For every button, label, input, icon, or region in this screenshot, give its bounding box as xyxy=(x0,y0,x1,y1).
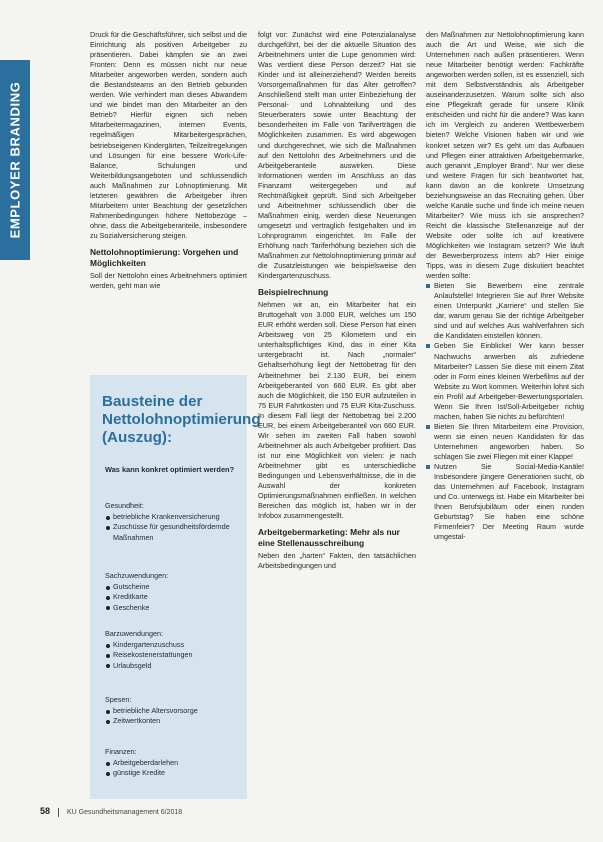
group-barzuwendungen xyxy=(105,629,240,671)
group-spesen xyxy=(105,695,240,727)
list-item: Bieten Sie Bewerbern eine zentrale Anlaufstelle! Integrieren Sie auf Ihrer Website einen Unterpunkt „Karriere“ und stellen Sie dar, warum genau Sie der richtige Arbeitgeber sind und auf welches Aus wahlverfahren sich die Kandidaten einstellen können. xyxy=(426,281,584,341)
col3-paragraph-1: den Maßnahmen zur Nettolohnoptimierung kann auch die Art und Weise, wie sich die Unternehmen nach außen präsentieren. Wenn neue Mitarbeiter benötigt werden: Fachkräfte angeworben werden sollen, ist es essenziell, sich mit dem Selbstverständnis als Arbeitgeber auseinanderzusetzen. Warum sollte sich also eine Pflegekraft gerade für unsere Klinik entscheiden und nicht für die andere? Was kann ich im Vergleich zu anderen Wettbewerbern bieten? Welche Visionen haben wir und wie konkret setzen wir? Es geht um das Aufbauen und Pflegen einer attraktiven Arbeitgebermarke, auch genannt „Employer Brand“. Nur wer diese und weitere Fragen für sich beantwortet hat, kann davon an die konkrete Umsetzung beziehungsweise an das Recruiting gehen. Über welche Kanäle suche und finde ich meine neuen Mitarbeiter? Wie muss ich sie ansprechen? Reicht die klassische Stellenanzeige auf der Website oder sollte ich auf kreativere Möglichkeiten wie Instagram setzen? Wie läuft der Bewerberprozess intern ab? Hier einige Tipps, was in diesem Zuge diskutiert beachtet werden sollte: xyxy=(426,30,584,281)
col2-paragraph-1: folgt vor: Zunächst wird eine Potenzialanalyse durchgeführt, bei der die aktuelle Situation des Arbeitnehmers unter die Lupe genommen wird: Was verdient diese Person derzeit? Hat sie Kinder und ist alleinerziehend? Werden bereits Vorsorgemaßnahmen für das Alter getroffen? Anschließend stellt man unter Einbeziehung der Personal- und Lohnabteilung und des Steuerberaters sowie unter Beachtung der besonderheiten im Falle von Tarifverträgen die Möglichkeiten zusammen. Es wird abgewogen und durchgerechnet, wie sich die Maßnahmen auf den Nettolohn des Arbeitnehmers und die Arbeitgeberanteile auswirken. Diese Informationen werden im Anschluss an das Finanzamt weitergegeben und auf Rechtmäßigkeit geprüft. Sind sich Arbeitgeber und Arbeitnehmer schlussendlich über die Maßnahmen einig, werden diese Neuerungen umgesetzt und vertraglich festgehalten und im Lohnprogramm eingerichtet. Im Falle der Erhöhung nach Tariferhöhung beziehen sich die Maßnahmen zur Nettolohnoptimierung primär auf die Zusatzleistungen wie beispielsweise den Kindergartenzuschuss. xyxy=(258,30,416,281)
list-item: Gutscheine xyxy=(105,582,240,592)
list-item: Arbeitgeberdarlehen xyxy=(105,758,240,768)
tips-list xyxy=(426,281,584,542)
list-item: Kreditkarte xyxy=(105,592,240,602)
page-number: 58 xyxy=(40,806,51,816)
publication-name: KU Gesundheitsmanagement 6/2018 xyxy=(67,809,183,816)
section-tab-label: EMPLOYER BRANDING xyxy=(7,81,23,239)
group-gesundheit xyxy=(105,501,240,543)
list-item: Bieten Sie Ihren Mitarbeitern eine Provision, wenn sie einen neuen Kandidaten für das Unternehmen angeworben haben. So schlagen Sie zwei Fliegen mit einer Klappe! xyxy=(426,422,584,462)
group-finanzen xyxy=(105,747,240,779)
list-item: günstige Kredite xyxy=(105,768,240,778)
col2-paragraph-3: Neben den „harten“ Fakten, den tatsächlichen Arbeitsbedingungen und xyxy=(258,551,416,571)
col2-heading-2: Arbeitgebermarketing: Mehr als nur eine Stellenausschreibung xyxy=(258,527,400,549)
col1-heading: Nettolohnoptimierung: Vorgehen und Möglichkeiten xyxy=(90,246,239,268)
group-title: Sachzuwendungen: xyxy=(105,571,169,580)
list-item: Geschenke xyxy=(105,603,240,613)
list-item: Kindergartenzuschuss xyxy=(105,640,240,650)
info-box-title: Bausteine der Nettolohnoptimierung (Auszug): xyxy=(102,393,261,446)
column-2 xyxy=(258,30,416,800)
list-item: betriebliche Krankenversicherung xyxy=(105,512,240,522)
list-item: Urlaubsgeld xyxy=(105,661,240,671)
list-item: betriebliche Altersvorsorge xyxy=(105,706,240,716)
col2-heading-1: Beispielrechnung xyxy=(258,287,329,298)
col1-paragraph-1: Druck für die Geschäftsführer, sich selbst und die Einrichtung als positiven Arbeitgeber zu präsentieren. Dabei kämpfen sie an zwei Fronten: Denn es müssen nicht nur neue Mitarbeiter angeworben werden, sondern auch die Bestandsteams an den Betrieb gebunden werden. Wie verhindert man dieses Abwandern und wie bindet man den Mitarbeiter an den Betrieb? Hierfür eignen sich neben Mitarbeitermagazinen, internen Events, regelmäßigen Mitarbeitergesprächen, betriebseigenen Kindergärten, Teilzeitregelungen und Lösungen für eine bessere Work-Life-Balance, Schulungen und Weiterbildungsangeboten und schlussendlich auch Maßnahmen zur Lohnoptimierung. Mit letzteren gewähren die Arbeitgeber ihren Mitarbeitern unter Beachtung der gesetzlichen Rahmenbedingungen höhere Nettobezüge – ohne, dass die Arbeitgeberanteile, insbesondere zu Sozialversicherung steigen. xyxy=(90,30,247,240)
info-box-question: Was kann konkret optimiert werden? xyxy=(105,465,235,474)
info-box xyxy=(90,375,261,799)
col1-paragraph-2: Soll der Nettolohn eines Arbeitnehmers optimiert werden, geht man wie xyxy=(90,270,247,291)
group-title: Spesen: xyxy=(105,695,132,704)
list-item: Reisekostenerstattungen xyxy=(105,650,240,660)
page-footer xyxy=(40,806,182,817)
column-3 xyxy=(426,30,584,800)
column-1 xyxy=(90,30,247,370)
section-tab xyxy=(0,60,30,260)
list-item: Geben Sie Einblicke! Wer kann besser Nachwuchs anwerben als zufriedene Mitarbeiter? Lassen Sie diese mit einem Zitat oder in Form eines kleinen Werbefilms auf der Website zu Wort kommen. Weiterhin lohnt sich ein Profil auf Arbeitgeber-Bewertungsportalen. Wenn Sie Ihren Ist/Soll-Arbeitgeber richtig machen, haben Sie nichts zu befürchten! xyxy=(426,341,584,421)
list-item: Zeitwertkonten xyxy=(105,716,240,726)
group-title: Gesundheit: xyxy=(105,501,144,510)
group-title: Finanzen: xyxy=(105,747,137,756)
list-item: Nutzen Sie Social-Media-Kanäle! Insbesondere jüngere Generationen sucht, ob das Unternehmen auf Facebook, Instagram und Co. unterwegs ist. Habe ein Mitarbeiter bei Ihnen Berufsjubiläum oder einen runden Geburtstag? Sie haben eine schöne Firmenfeier? Der Meeting Raum wurde umgestal- xyxy=(426,462,584,542)
group-sachzuwendungen xyxy=(105,571,240,613)
group-title: Barzuwendungen: xyxy=(105,629,163,638)
col2-paragraph-2: Nehmen wir an, ein Mitarbeiter hat ein Bruttogehalt von 3.000 EUR, welches um 150 EUR erhöht werden soll. Diese Person hat einen Arbeitsweg von 25 Kilometern und ein unterhaltspflichtiges Kind, das in einer Kita untergebracht ist. Nach „normaler“ Gehaltserhöhung liegt der Nettobetrag für den Arbeitnehmer bei 2.130 EUR, bei einem Arbeitgeberanteil von 660 EUR. Es gibt aber auch die Möglichkeit, die 150 EUR aufzuteilen in 75 EUR Fahrtkosten und 75 EUR Kita-Zuschuss. In diesem Fall liegt der Nettobetrag bei 2.200 EUR, bei einem Arbeitgeberanteil von 660 EUR. Wir sehen im zweiten Fall haben sowohl Arbeitnehmer als auch Arbeitgeber profitiert. Das ist nur eine Möglichkeit von vielen: je nach Arbeitnehmer gibt es unterschiedliche Bedingungen und Lebensverhältnisse, die in die Auswahl der konkreten Optimierungsmaßnahmen einfließen. In welchen Bereichen das möglich ist, haben wir in der Infobox zusammengestellt. xyxy=(258,300,416,521)
list-item: Zuschüsse für gesundheitsfördernde Maßnahmen xyxy=(105,522,240,542)
footer-divider xyxy=(58,808,59,817)
